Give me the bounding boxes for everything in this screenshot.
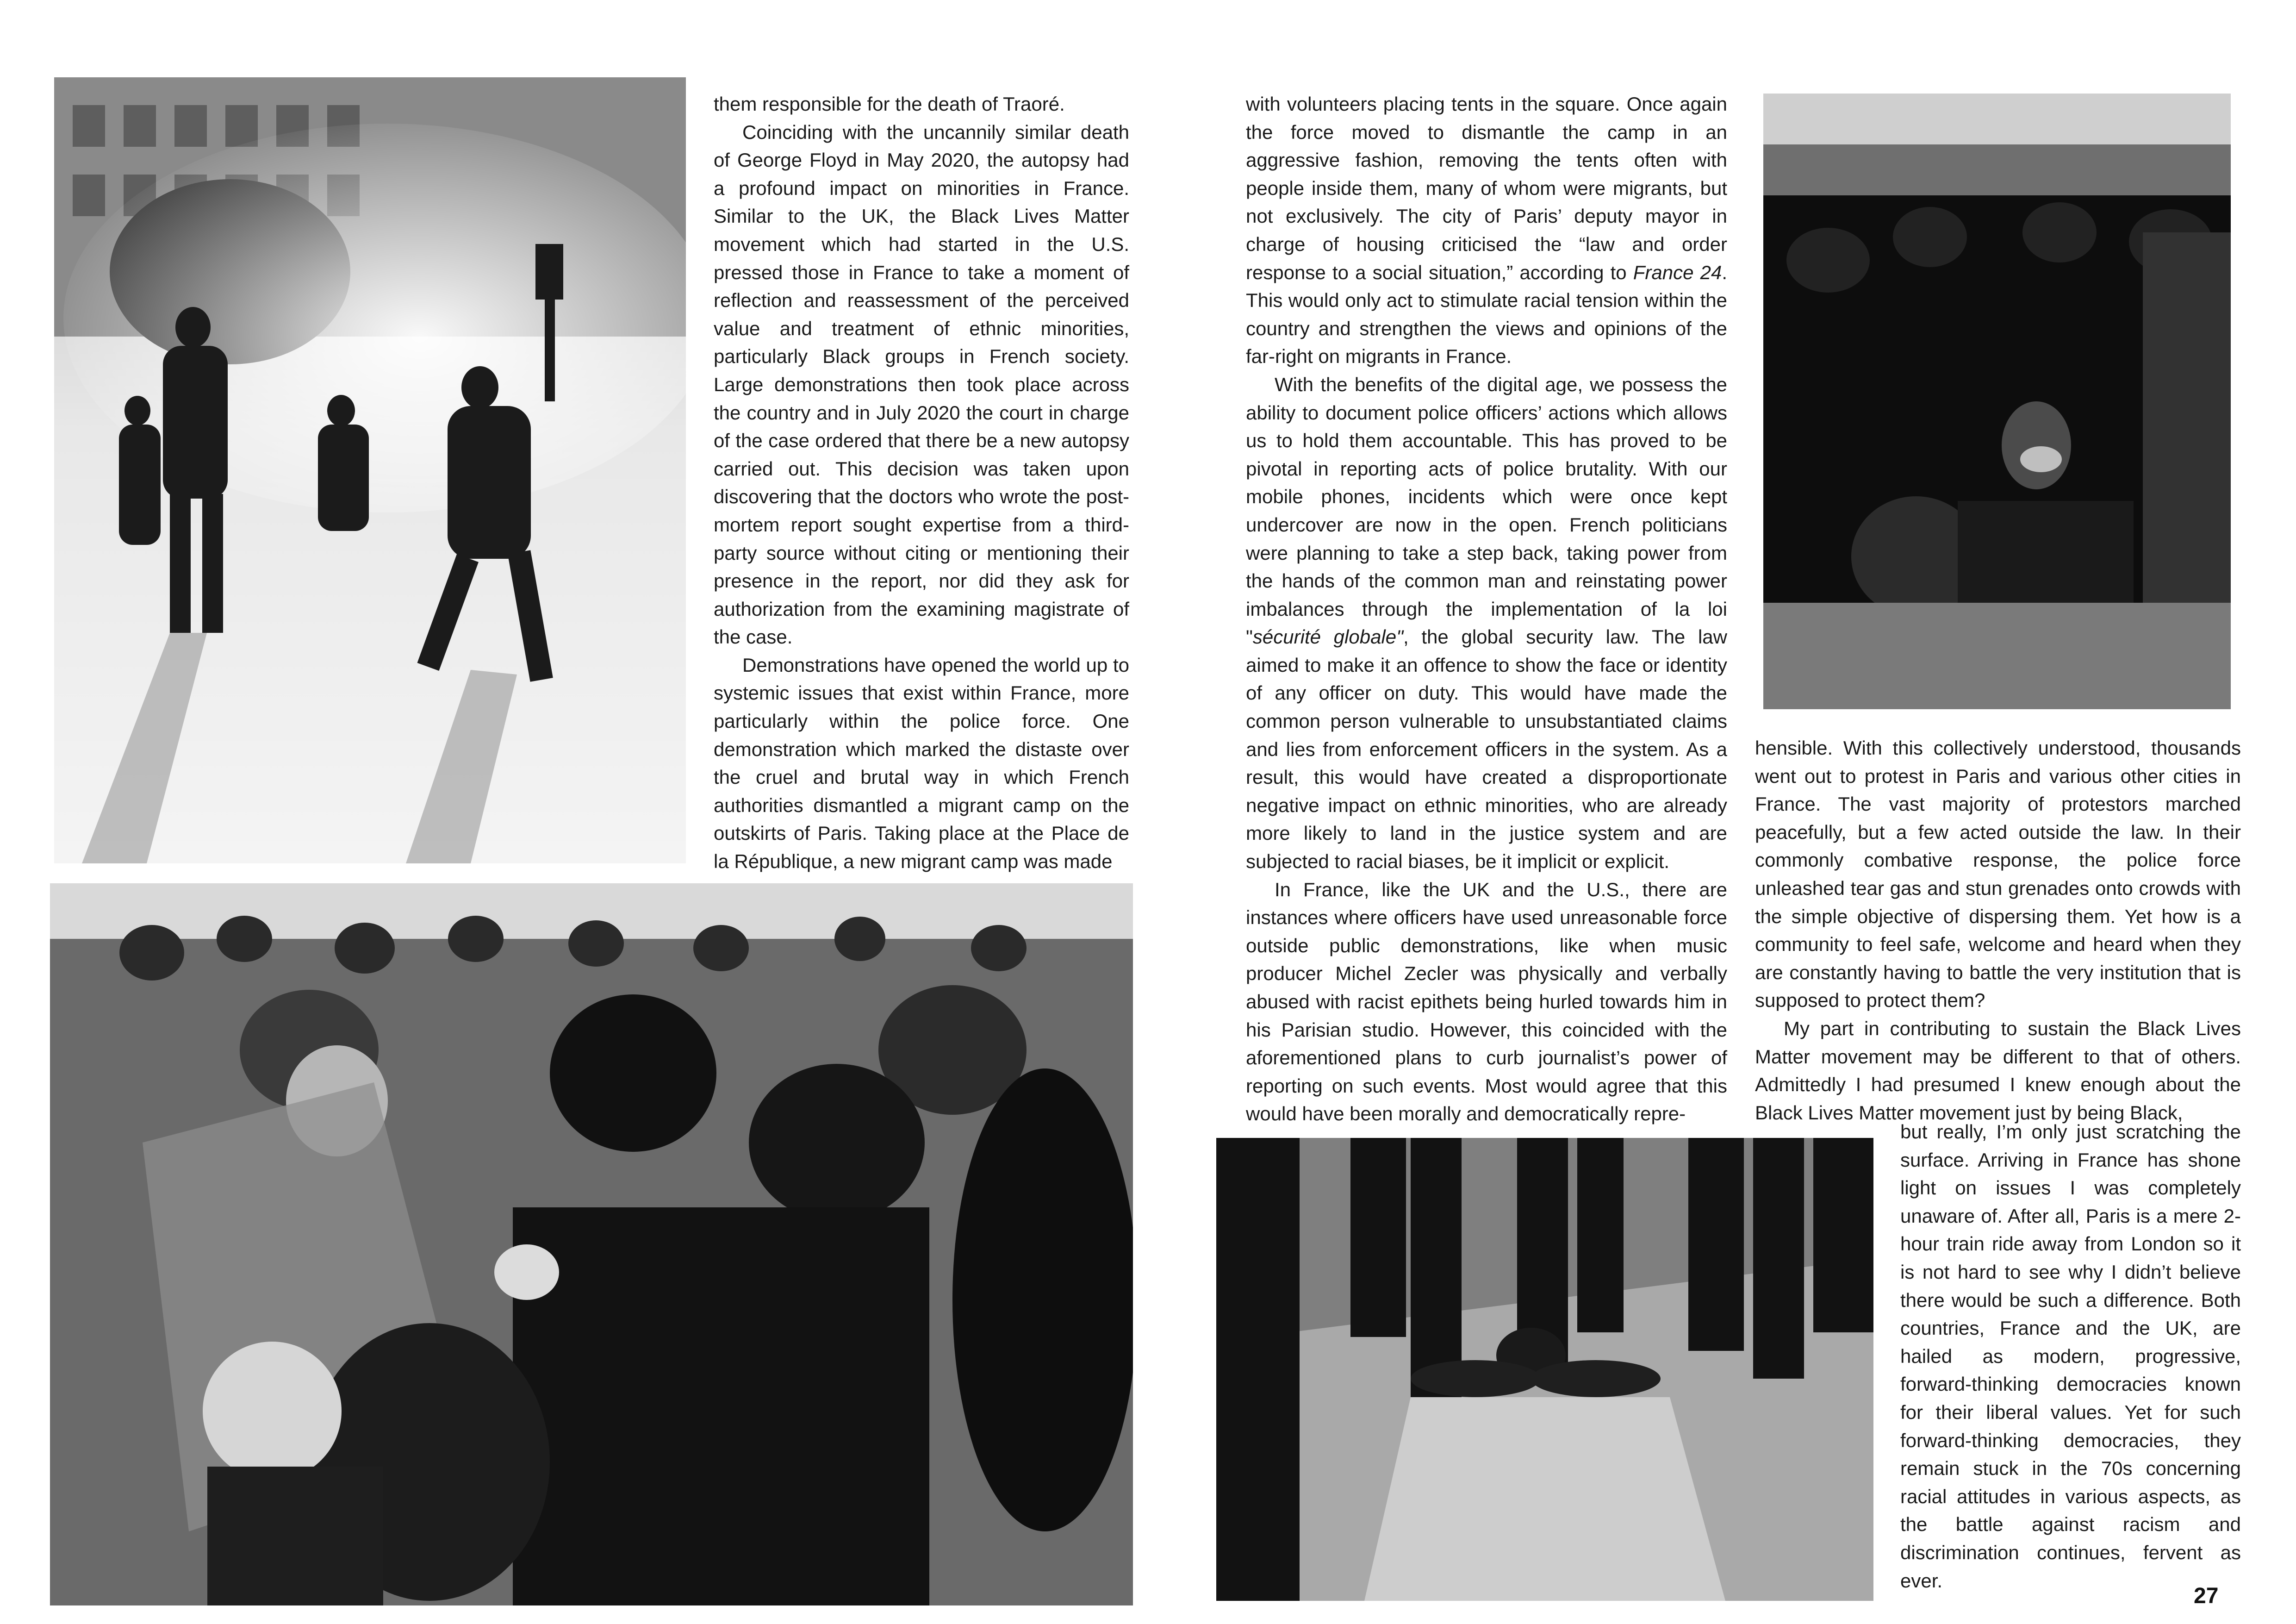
column3-paragraph: My part in contributing to sustain the Black Lives Matter movement may be different to that of others. Admittedly I had presumed I knew enough about the Black Lives Matter movement just by being Black, (1755, 1017, 2241, 1124)
column3-paragraph: hensible. With this collectively understood, thousands went out to protest in Paris and various other cities in France. The vast majority of protestors marched peacefully, but a few acted outside the law. In their commonly combative response, the police force unleashed tear gas and stun grenades onto crowds with the simple objective of dispersing them. Yet how is a community to feel safe, welcome and heard when they are constantly having to battle the very institution that is supposed to protect them? (1755, 737, 2241, 1012)
photo-crowd-police-shields (50, 883, 1133, 1605)
column2-p2-text-b: , the global security law. The law aimed to make it an offence to show the face or identity of any officer on duty. This would have made the common person vulnerable to unsubstantiated claims and lies from enforcement officers in the system. As a result, this would have created a disproportionate negative impact on ethnic minorities, who are already more likely to land in the justice system and are subjected to racial biases, be it implicit or explicit. (1246, 626, 1727, 873)
column2-paragraph: In France, like the UK and the U.S., there are instances where officers have used unreasonable force outside public demonstrations, like when music producer Michel Zecler was physically and verbally abused with racist epithets being hurled towards him in his Parisian studio. However, this coincided with the aforementioned plans to curb journalist’s power of reporting on such events. Most would agree that this would have been morally and democratically repre- (1246, 878, 1727, 1125)
photo-police-embrace (1763, 94, 2231, 709)
article-column-3-lower (1900, 1118, 2241, 1595)
photo-man-on-ground-graphic (1216, 1138, 1873, 1601)
page-number: 27 (2194, 1584, 2219, 1608)
column2-p2-italic: sécurité globale" (1252, 626, 1404, 648)
column2-paragraph (1246, 90, 1727, 371)
column2-p1-text-a: with volunteers placing tents in the square. Once again the force moved to dismantle the camp in an aggressive fashion, removing the tents often with people inside them, many of whom were migrants, but not exclusively. The city of Paris’ deputy mayor in charge of housing criticised the “law and order response to a social situation,” according to (1246, 93, 1727, 283)
column1-paragraph: them responsible for the death of Traoré. (714, 93, 1065, 115)
photo-police-embrace-graphic (1763, 94, 2231, 709)
article-column-2 (1246, 90, 1727, 1128)
column2-p1-text-b: . This would only act to stimulate racial tension within the country and strengthen the views and opinions of the far-right on migrants in France. (1246, 261, 1727, 368)
photo-man-on-ground (1216, 1138, 1873, 1601)
photo-street-tear-gas (54, 77, 686, 863)
column2-p2-text-a: With the benefits of the digital age, we possess the ability to document police officers’ actions which allows us to hold them accountable. This has proved to be pivotal in reporting acts of police brutality. With our mobile phones, incidents which were once kept undercover are now in the open. French politicians were planning to take a step back, taking power from the hands of the common man and reinstating power imbalances through the implementation of la loi " (1246, 373, 1727, 648)
column1-paragraph: Coinciding with the uncannily similar death of George Floyd in May 2020, the autopsy had a profound impact on minorities in France. Similar to the UK, the Black Lives Matter movement which had started in the U.S. pressed those in France to take a moment of reflection and reassessment of the perceived value and treatment of ethnic minorities, particularly Black groups in French society. Large demonstrations then took place across the country and in July 2020 the court in charge of the case ordered that there be a new autopsy carried out. This decision was taken upon discovering that the doctors who wrote the post-mortem report sought expertise from a third-party source without citing or mentioning their presence in the report, nor did they ask for authorization from the examining magistrate of the case. (714, 121, 1129, 648)
column2-paragraph (1246, 371, 1727, 876)
column3-paragraph: but really, I’m only just scratching the surface. Arriving in France has shone light on issues I was completely unaware of. After all, Paris is a mere 2-hour train ride away from London so it is not hard to see why I didn’t believe there would be such a difference. Both countries, France and the UK, are hailed as modern, progressive, forward-thinking democracies known for their liberal values. Yet for such forward-thinking democracies, they remain stuck in the 70s concerning racial attitudes in various aspects, as the battle against racism and discrimination continues, fervent as ever. (1900, 1121, 2241, 1592)
article-column-1 (714, 90, 1129, 876)
photo-crowd-police-shields-graphic (50, 883, 1133, 1605)
photo-street-tear-gas-graphic (54, 77, 686, 863)
column2-p1-italic: France 24 (1633, 261, 1722, 283)
article-column-3-upper (1755, 734, 2241, 1127)
column1-paragraph: Demonstrations have opened the world up to systemic issues that exist within France, more particularly within the police force. One demonstration which marked the distaste over the cruel and brutal way in which French authorities dismantled a migrant camp on the outskirts of Paris. Taking place at the Place de la République, a new migrant camp was made (714, 654, 1129, 873)
